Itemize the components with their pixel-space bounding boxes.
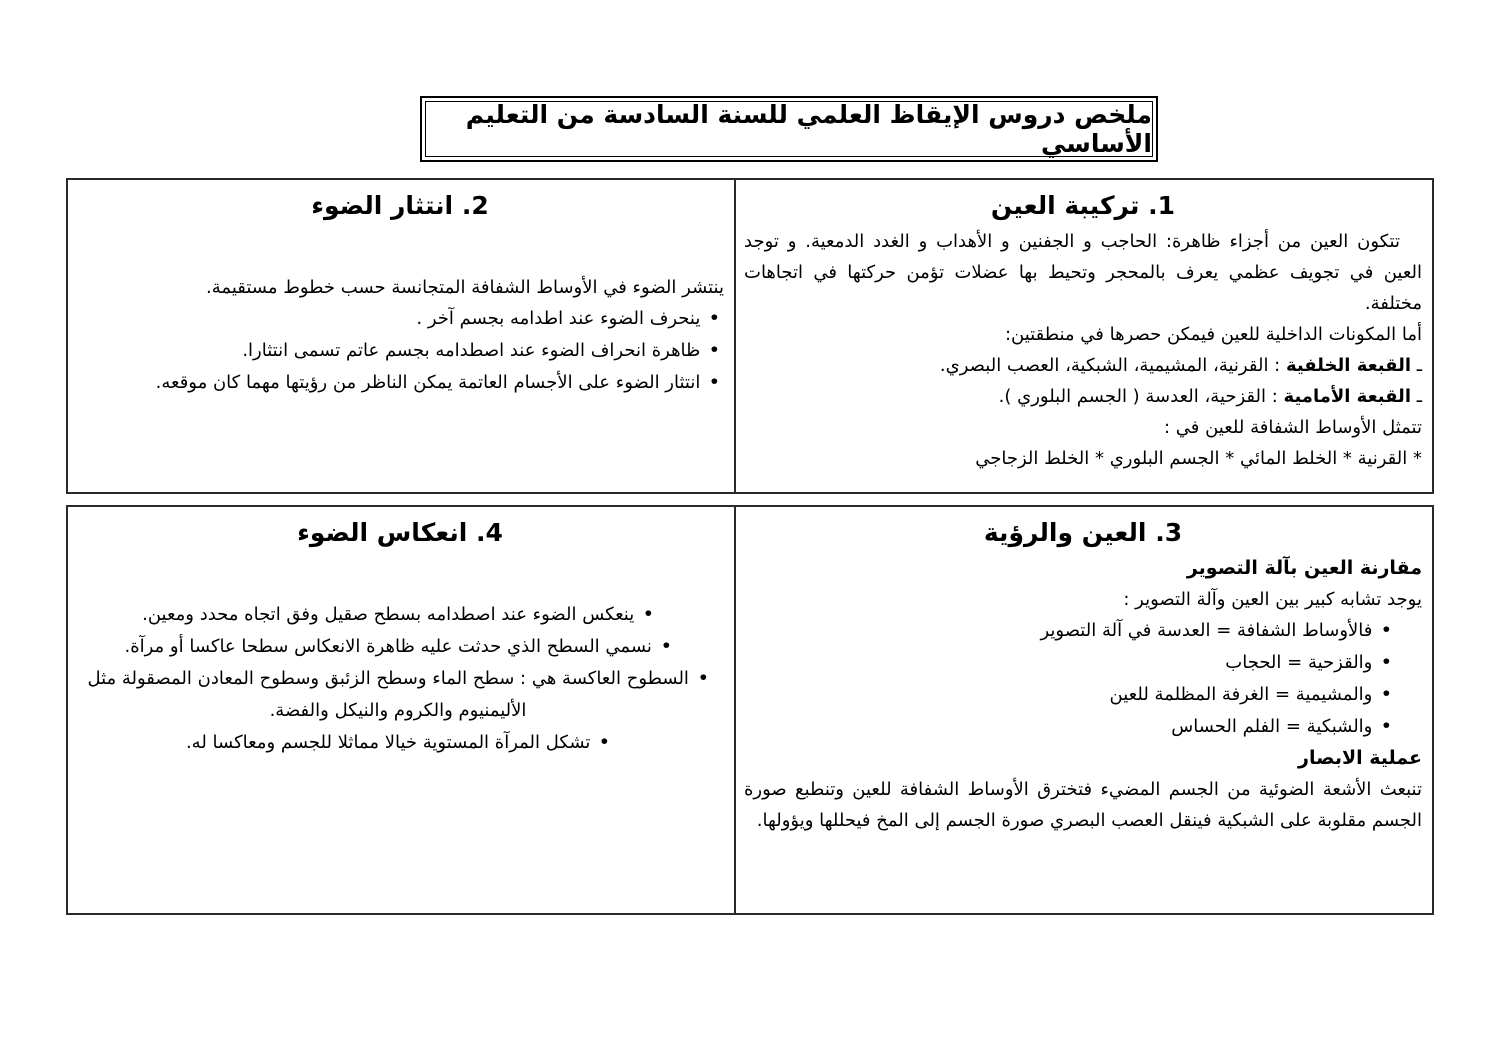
paragraph: أما المكونات الداخلية للعين فيمكن حصرها في منطقتين: xyxy=(1004,324,1422,345)
paragraph: ينتشر الضوء في الأوساط الشفافة المتجانسة حسب خطوط مستقيمة. xyxy=(206,277,724,298)
list-item xyxy=(744,711,1392,743)
dash-mark: ـ xyxy=(1411,386,1422,407)
paragraph: تتكون العين من أجزاء ظاهرة: الحاجب و الجفنين و الأهداب و الغدد الدمعية. و توجد العين في تجويف عظمي يعرف بالمحجر وتحيط بها عضلات تؤمن حركتها في اتجاهات مختلفة. xyxy=(744,231,1422,314)
item-text: ينعكس الضوء عند اصطدامه بسطح صقيل وفق اتجاه محدد ومعين. xyxy=(142,604,635,625)
bullet-icon: • xyxy=(697,666,710,690)
item-text: نسمي السطح الذي حدثت عليه ظاهرة الانعكاس سطحا عاكسا أو مرآة. xyxy=(124,636,652,657)
item-text: : القرنية، المشيمية، الشبكية، العصب البصري. xyxy=(939,355,1286,376)
section-light-reflection xyxy=(68,507,734,913)
list-item xyxy=(76,367,720,399)
section-eye-structure xyxy=(734,180,1432,492)
item-text: ظاهرة انحراف الضوء عند اصطدامه بجسم عاتم تسمى انتثارا. xyxy=(242,340,701,361)
bullet-icon: • xyxy=(708,370,721,394)
paragraph: تنبعث الأشعة الضوئية من الجسم المضيء فتخترق الأوساط الشفافة للعين وتنطبع صورة الجسم مقلوبة على الشبكية فينقل العصب البصري صورة الجسم إلى المخ فيحللها ويؤولها. xyxy=(744,779,1422,831)
section-heading: 4. انعكاس الضوء xyxy=(297,518,503,547)
bullet-icon: • xyxy=(1380,650,1393,674)
bold-label: القبعة الخلفية xyxy=(1285,355,1411,376)
section-heading: 1. تركيبة العين xyxy=(990,191,1176,220)
item-text: السطوح العاكسة هي : سطح الماء وسطح الزئبق وسطوح المعادن المصقولة مثل الأليمنيوم والكروم والنيكل والفضة. xyxy=(87,668,689,721)
subheading: عملية الابصار xyxy=(1298,747,1422,769)
paragraph: تتمثل الأوساط الشفافة للعين في : xyxy=(1163,417,1422,438)
bullet-icon: • xyxy=(660,634,673,658)
bold-label: القبعة الأمامية xyxy=(1283,386,1411,407)
bullet-icon: • xyxy=(598,730,611,754)
spacer xyxy=(76,553,724,599)
title-banner xyxy=(420,96,1158,162)
page-title: ملخص دروس الإيقاظ العلمي للسنة السادسة من التعليم الأساسي xyxy=(425,101,1153,157)
subheading: مقارنة العين بآلة التصوير xyxy=(1186,557,1422,579)
bullet-icon: • xyxy=(1380,618,1393,642)
bullet-icon: • xyxy=(708,338,721,362)
item-text: والشبكية = الفلم الحساس xyxy=(1171,716,1373,737)
item-text: انتثار الضوء على الأجسام العاتمة يمكن الناظر من رؤيتها مهما كان موقعه. xyxy=(155,372,701,393)
bullet-icon: • xyxy=(1380,682,1393,706)
dash-mark: ـ xyxy=(1411,355,1422,376)
bottom-table xyxy=(66,505,1434,915)
item-text: ينحرف الضوء عند اطدامه بجسم آخر . xyxy=(416,308,701,329)
section-heading: 3. العين والرؤية xyxy=(983,518,1183,547)
list-item xyxy=(744,647,1392,679)
list-item xyxy=(744,615,1392,647)
item-text: : القزحية، العدسة ( الجسم البلوري ). xyxy=(998,386,1284,407)
item-text: والمشيمية = الغرفة المظلمة للعين xyxy=(1109,684,1373,705)
spacer xyxy=(76,226,724,272)
list-item xyxy=(76,303,720,335)
paragraph: * القرنية * الخلط المائي * الجسم البلوري * الخلط الزجاجي xyxy=(975,448,1422,469)
top-table xyxy=(66,178,1434,494)
list-item xyxy=(744,350,1422,381)
list-item xyxy=(76,663,720,727)
list-item xyxy=(744,381,1422,412)
list-item xyxy=(76,631,720,663)
section-heading: 2. انتثار الضوء xyxy=(311,191,489,220)
bullet-list xyxy=(744,615,1422,743)
section-eye-and-vision xyxy=(734,507,1432,913)
list-item xyxy=(76,335,720,367)
item-text: تشكل المرآة المستوية خيالا مماثلا للجسم ومعاكسا له. xyxy=(185,732,591,753)
list-item xyxy=(76,727,720,759)
list-item xyxy=(744,679,1392,711)
bullet-icon: • xyxy=(642,602,655,626)
bullet-icon: • xyxy=(1380,714,1393,738)
bullet-list xyxy=(76,599,724,759)
section-light-scattering xyxy=(68,180,734,492)
bullet-icon: • xyxy=(708,306,721,330)
item-text: فالأوساط الشفافة = العدسة في آلة التصوير xyxy=(1040,620,1373,641)
paragraph: يوجد تشابه كبير بين العين وآلة التصوير : xyxy=(1123,589,1422,610)
bullet-list xyxy=(76,303,724,399)
item-text: والقزحية = الحجاب xyxy=(1225,652,1373,673)
list-item xyxy=(76,599,720,631)
